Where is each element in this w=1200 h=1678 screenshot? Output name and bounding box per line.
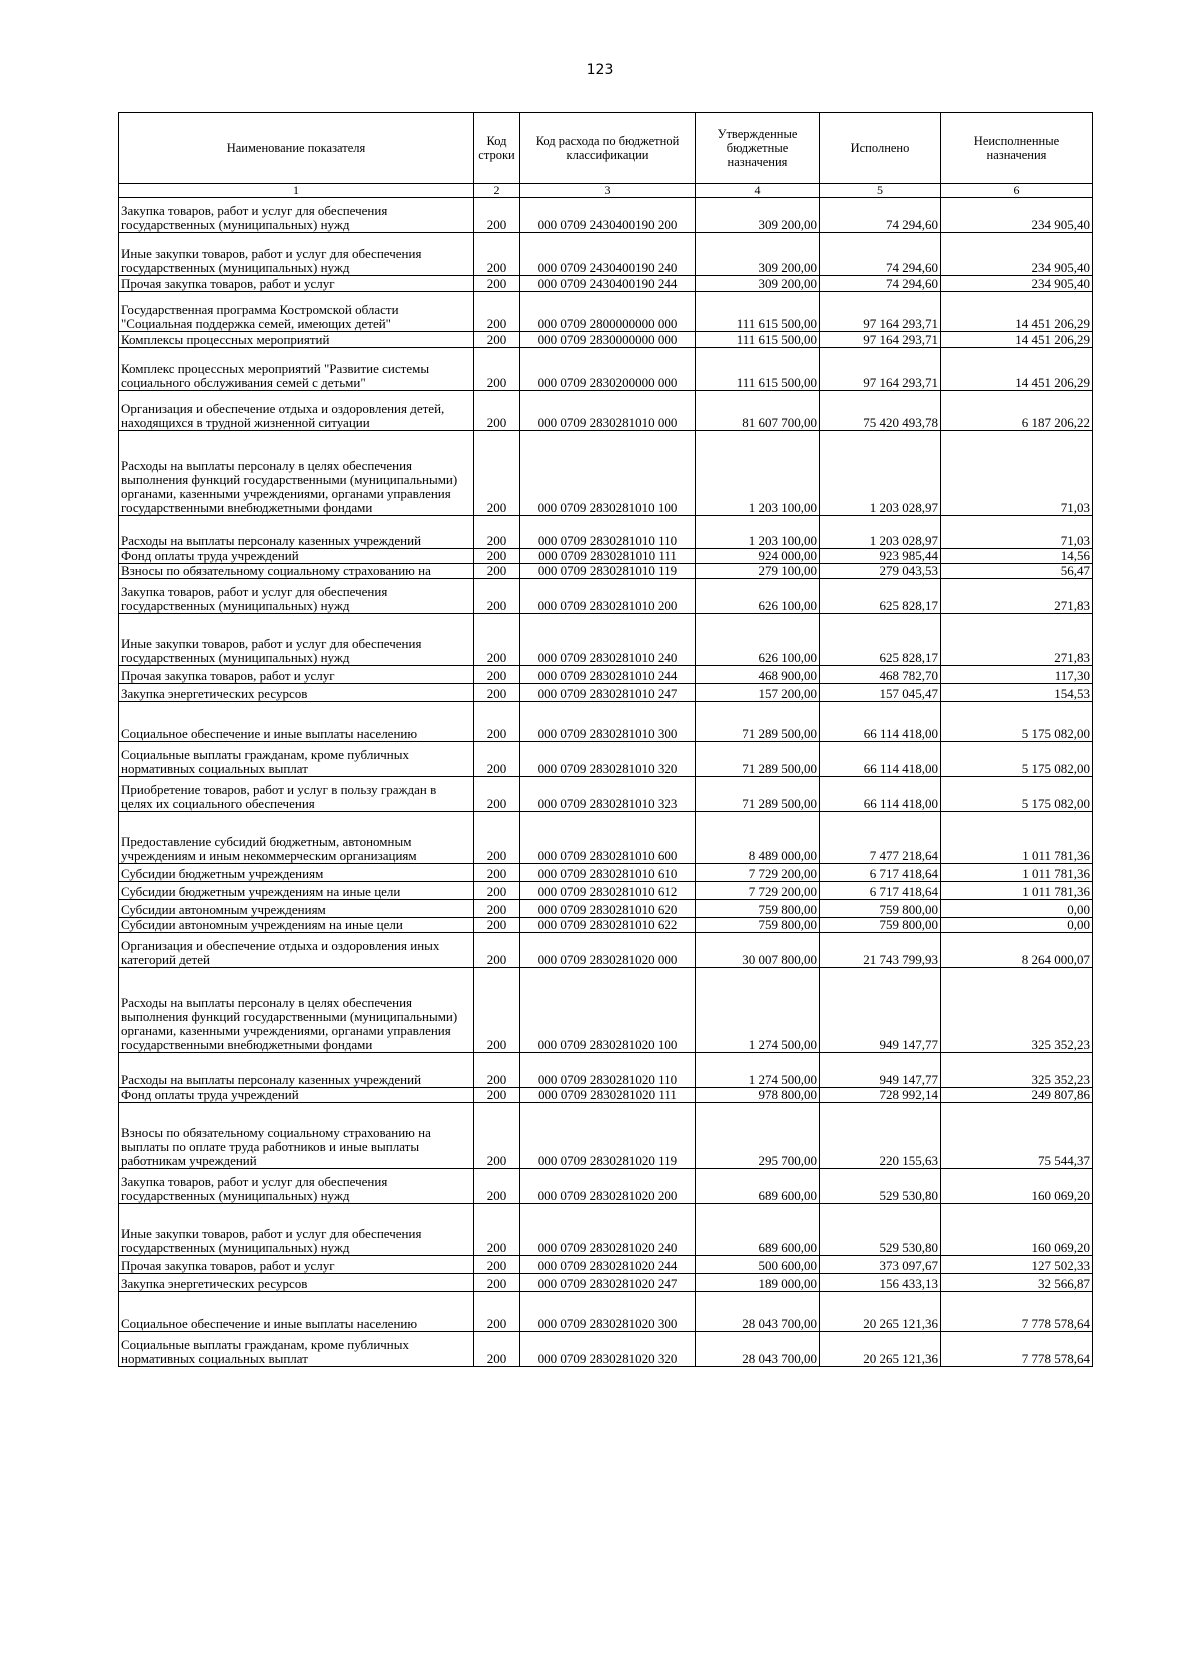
row-line-code: 200 xyxy=(474,882,520,900)
table-row xyxy=(119,1332,1093,1367)
row-line-code: 200 xyxy=(474,579,520,614)
row-executed: 6 717 418,64 xyxy=(820,864,941,882)
row-name: Социальные выплаты гражданам, кроме публичных нормативных социальных выплат xyxy=(119,1332,474,1367)
row-name: Расходы на выплаты персоналу в целях обеспечения выполнения функций государственными (муниципальными) органами, казенными учреждениями, органами управления государственными внебюджетными фондами xyxy=(119,431,474,516)
row-approved: 468 900,00 xyxy=(696,666,820,684)
column-number: 4 xyxy=(696,184,820,198)
row-name: Субсидии автономным учреждениям xyxy=(119,900,474,918)
row-line-code: 200 xyxy=(474,684,520,702)
table-row xyxy=(119,614,1093,666)
row-line-code: 200 xyxy=(474,702,520,742)
row-unexecuted: 234 905,40 xyxy=(941,233,1093,276)
row-unexecuted: 160 069,20 xyxy=(941,1204,1093,1256)
budget-execution-table xyxy=(118,112,1093,1367)
row-unexecuted: 0,00 xyxy=(941,900,1093,918)
row-name: Субсидии бюджетным учреждениям на иные цели xyxy=(119,882,474,900)
row-line-code: 200 xyxy=(474,1103,520,1169)
row-approved: 1 203 100,00 xyxy=(696,516,820,549)
row-approved: 309 200,00 xyxy=(696,276,820,292)
row-name: Социальное обеспечение и иные выплаты населению xyxy=(119,1292,474,1332)
row-classification: 000 0709 2830200000 000 xyxy=(520,348,696,391)
row-name: Расходы на выплаты персоналу в целях обеспечения выполнения функций государственными (муниципальными) органами, казенными учреждениями, органами управления государственными внебюджетными фондами xyxy=(119,968,474,1053)
table-row xyxy=(119,431,1093,516)
row-executed: 923 985,44 xyxy=(820,549,941,564)
row-name: Комплекс процессных мероприятий "Развитие системы социального обслуживания семей с детьми" xyxy=(119,348,474,391)
row-approved: 71 289 500,00 xyxy=(696,777,820,812)
row-name: Расходы на выплаты персоналу казенных учреждений xyxy=(119,1053,474,1088)
row-line-code: 200 xyxy=(474,391,520,431)
header-line-code: Код строки xyxy=(474,113,520,184)
row-classification: 000 0709 2830281010 200 xyxy=(520,579,696,614)
header-indicator-name: Наименование показателя xyxy=(119,113,474,184)
row-classification: 000 0709 2830281010 244 xyxy=(520,666,696,684)
row-executed: 468 782,70 xyxy=(820,666,941,684)
row-unexecuted: 14,56 xyxy=(941,549,1093,564)
row-unexecuted: 14 451 206,29 xyxy=(941,332,1093,348)
table-row xyxy=(119,968,1093,1053)
row-line-code: 200 xyxy=(474,777,520,812)
row-approved: 924 000,00 xyxy=(696,549,820,564)
row-unexecuted: 71,03 xyxy=(941,431,1093,516)
row-line-code: 200 xyxy=(474,812,520,864)
row-name: Иные закупки товаров, работ и услуг для обеспечения государственных (муниципальных) нужд xyxy=(119,1204,474,1256)
row-line-code: 200 xyxy=(474,198,520,233)
row-line-code: 200 xyxy=(474,918,520,933)
row-unexecuted: 271,83 xyxy=(941,579,1093,614)
row-classification: 000 0709 2830281010 323 xyxy=(520,777,696,812)
row-line-code: 200 xyxy=(474,933,520,968)
row-name: Иные закупки товаров, работ и услуг для обеспечения государственных (муниципальных) нужд xyxy=(119,233,474,276)
row-line-code: 200 xyxy=(474,332,520,348)
table-row xyxy=(119,1292,1093,1332)
table-row xyxy=(119,391,1093,431)
row-approved: 1 203 100,00 xyxy=(696,431,820,516)
table-row xyxy=(119,777,1093,812)
row-line-code: 200 xyxy=(474,614,520,666)
row-executed: 625 828,17 xyxy=(820,614,941,666)
row-line-code: 200 xyxy=(474,864,520,882)
column-number: 5 xyxy=(820,184,941,198)
row-executed: 7 477 218,64 xyxy=(820,812,941,864)
row-approved: 1 274 500,00 xyxy=(696,968,820,1053)
row-executed: 97 164 293,71 xyxy=(820,332,941,348)
table-row xyxy=(119,564,1093,579)
row-classification: 000 0709 2830281010 119 xyxy=(520,564,696,579)
column-number: 3 xyxy=(520,184,696,198)
table-row xyxy=(119,918,1093,933)
row-classification: 000 0709 2830281010 622 xyxy=(520,918,696,933)
row-classification: 000 0709 2830281010 612 xyxy=(520,882,696,900)
row-unexecuted: 127 502,33 xyxy=(941,1256,1093,1274)
row-approved: 309 200,00 xyxy=(696,198,820,233)
row-line-code: 200 xyxy=(474,1274,520,1292)
table-row xyxy=(119,1103,1093,1169)
row-line-code: 200 xyxy=(474,666,520,684)
row-name: Закупка товаров, работ и услуг для обеспечения государственных (муниципальных) нужд xyxy=(119,579,474,614)
row-unexecuted: 234 905,40 xyxy=(941,276,1093,292)
row-name: Социальное обеспечение и иные выплаты населению xyxy=(119,702,474,742)
row-executed: 20 265 121,36 xyxy=(820,1292,941,1332)
row-classification: 000 0709 2830281020 100 xyxy=(520,968,696,1053)
row-approved: 7 729 200,00 xyxy=(696,882,820,900)
row-approved: 157 200,00 xyxy=(696,684,820,702)
row-unexecuted: 5 175 082,00 xyxy=(941,702,1093,742)
row-line-code: 200 xyxy=(474,348,520,391)
row-line-code: 200 xyxy=(474,549,520,564)
row-classification: 000 0709 2830281010 000 xyxy=(520,391,696,431)
table-row xyxy=(119,1256,1093,1274)
row-unexecuted: 160 069,20 xyxy=(941,1169,1093,1204)
table-row xyxy=(119,348,1093,391)
table-row xyxy=(119,198,1093,233)
row-classification: 000 0709 2830281020 320 xyxy=(520,1332,696,1367)
row-line-code: 200 xyxy=(474,292,520,332)
row-approved: 295 700,00 xyxy=(696,1103,820,1169)
row-name: Государственная программа Костромской области "Социальная поддержка семей, имеющих детей" xyxy=(119,292,474,332)
row-name: Субсидии автономным учреждениям на иные цели xyxy=(119,918,474,933)
row-name: Организация и обеспечение отдыха и оздоровления детей, находящихся в трудной жизненной ситуации xyxy=(119,391,474,431)
row-classification: 000 0709 2830281010 247 xyxy=(520,684,696,702)
row-approved: 626 100,00 xyxy=(696,614,820,666)
row-classification: 000 0709 2830281020 300 xyxy=(520,1292,696,1332)
row-line-code: 200 xyxy=(474,564,520,579)
row-approved: 689 600,00 xyxy=(696,1204,820,1256)
row-line-code: 200 xyxy=(474,1088,520,1103)
row-line-code: 200 xyxy=(474,1204,520,1256)
row-name: Закупка энергетических ресурсов xyxy=(119,1274,474,1292)
header-budget-classification: Код расхода по бюджетной классификации xyxy=(520,113,696,184)
row-name: Предоставление субсидий бюджетным, автономным учреждениям и иным некоммерческим организациям xyxy=(119,812,474,864)
row-unexecuted: 0,00 xyxy=(941,918,1093,933)
table-row xyxy=(119,1204,1093,1256)
row-classification: 000 0709 2830281020 240 xyxy=(520,1204,696,1256)
table-row xyxy=(119,864,1093,882)
row-approved: 30 007 800,00 xyxy=(696,933,820,968)
row-unexecuted: 117,30 xyxy=(941,666,1093,684)
row-classification: 000 0709 2430400190 244 xyxy=(520,276,696,292)
row-unexecuted: 7 778 578,64 xyxy=(941,1292,1093,1332)
row-name: Социальные выплаты гражданам, кроме публичных нормативных социальных выплат xyxy=(119,742,474,777)
row-approved: 1 274 500,00 xyxy=(696,1053,820,1088)
row-unexecuted: 8 264 000,07 xyxy=(941,933,1093,968)
row-classification: 000 0709 2830281020 119 xyxy=(520,1103,696,1169)
table-row xyxy=(119,516,1093,549)
row-unexecuted: 7 778 578,64 xyxy=(941,1332,1093,1367)
column-number: 6 xyxy=(941,184,1093,198)
row-approved: 111 615 500,00 xyxy=(696,348,820,391)
row-approved: 28 043 700,00 xyxy=(696,1332,820,1367)
table-row xyxy=(119,332,1093,348)
row-classification: 000 0709 2830281010 620 xyxy=(520,900,696,918)
row-unexecuted: 75 544,37 xyxy=(941,1103,1093,1169)
header-executed: Исполнено xyxy=(820,113,941,184)
row-executed: 66 114 418,00 xyxy=(820,742,941,777)
row-executed: 949 147,77 xyxy=(820,1053,941,1088)
row-line-code: 200 xyxy=(474,1256,520,1274)
row-approved: 626 100,00 xyxy=(696,579,820,614)
row-classification: 000 0709 2830281010 610 xyxy=(520,864,696,882)
column-number: 2 xyxy=(474,184,520,198)
row-executed: 529 530,80 xyxy=(820,1169,941,1204)
row-executed: 66 114 418,00 xyxy=(820,777,941,812)
row-line-code: 200 xyxy=(474,1053,520,1088)
row-name: Иные закупки товаров, работ и услуг для обеспечения государственных (муниципальных) нужд xyxy=(119,614,474,666)
row-name: Организация и обеспечение отдыха и оздоровления иных категорий детей xyxy=(119,933,474,968)
row-line-code: 200 xyxy=(474,431,520,516)
table-row xyxy=(119,666,1093,684)
row-line-code: 200 xyxy=(474,1169,520,1204)
row-executed: 728 992,14 xyxy=(820,1088,941,1103)
row-unexecuted: 5 175 082,00 xyxy=(941,777,1093,812)
row-classification: 000 0709 2830281020 000 xyxy=(520,933,696,968)
row-approved: 689 600,00 xyxy=(696,1169,820,1204)
row-name: Фонд оплаты труда учреждений xyxy=(119,1088,474,1103)
row-executed: 529 530,80 xyxy=(820,1204,941,1256)
row-name: Прочая закупка товаров, работ и услуг xyxy=(119,1256,474,1274)
row-unexecuted: 325 352,23 xyxy=(941,968,1093,1053)
row-unexecuted: 154,53 xyxy=(941,684,1093,702)
row-executed: 949 147,77 xyxy=(820,968,941,1053)
row-executed: 156 433,13 xyxy=(820,1274,941,1292)
table-row xyxy=(119,900,1093,918)
row-classification: 000 0709 2830281010 100 xyxy=(520,431,696,516)
table-row xyxy=(119,702,1093,742)
row-approved: 189 000,00 xyxy=(696,1274,820,1292)
row-approved: 759 800,00 xyxy=(696,900,820,918)
row-line-code: 200 xyxy=(474,900,520,918)
row-executed: 1 203 028,97 xyxy=(820,431,941,516)
table-row xyxy=(119,1274,1093,1292)
page-number: 123 xyxy=(586,62,614,78)
table-row xyxy=(119,292,1093,332)
row-classification: 000 0709 2830281020 244 xyxy=(520,1256,696,1274)
row-unexecuted: 1 011 781,36 xyxy=(941,882,1093,900)
row-unexecuted: 1 011 781,36 xyxy=(941,864,1093,882)
row-classification: 000 0709 2830281010 240 xyxy=(520,614,696,666)
row-executed: 373 097,67 xyxy=(820,1256,941,1274)
row-approved: 7 729 200,00 xyxy=(696,864,820,882)
row-classification: 000 0709 2830281010 300 xyxy=(520,702,696,742)
row-approved: 8 489 000,00 xyxy=(696,812,820,864)
row-approved: 759 800,00 xyxy=(696,918,820,933)
row-classification: 000 0709 2830281010 320 xyxy=(520,742,696,777)
row-executed: 21 743 799,93 xyxy=(820,933,941,968)
row-classification: 000 0709 2830000000 000 xyxy=(520,332,696,348)
row-approved: 978 800,00 xyxy=(696,1088,820,1103)
row-executed: 20 265 121,36 xyxy=(820,1332,941,1367)
row-line-code: 200 xyxy=(474,968,520,1053)
row-unexecuted: 249 807,86 xyxy=(941,1088,1093,1103)
row-unexecuted: 271,83 xyxy=(941,614,1093,666)
row-name: Комплексы процессных мероприятий xyxy=(119,332,474,348)
table-header-row xyxy=(119,113,1093,184)
table-row xyxy=(119,1169,1093,1204)
row-executed: 759 800,00 xyxy=(820,918,941,933)
row-unexecuted: 14 451 206,29 xyxy=(941,348,1093,391)
row-unexecuted: 6 187 206,22 xyxy=(941,391,1093,431)
row-classification: 000 0709 2830281020 111 xyxy=(520,1088,696,1103)
row-name: Расходы на выплаты персоналу казенных учреждений xyxy=(119,516,474,549)
row-executed: 66 114 418,00 xyxy=(820,702,941,742)
row-name: Фонд оплаты труда учреждений xyxy=(119,549,474,564)
row-executed: 1 203 028,97 xyxy=(820,516,941,549)
row-name: Закупка энергетических ресурсов xyxy=(119,684,474,702)
row-executed: 279 043,53 xyxy=(820,564,941,579)
table-row xyxy=(119,276,1093,292)
row-unexecuted: 14 451 206,29 xyxy=(941,292,1093,332)
table-row xyxy=(119,1053,1093,1088)
row-executed: 74 294,60 xyxy=(820,233,941,276)
row-approved: 111 615 500,00 xyxy=(696,292,820,332)
table-row xyxy=(119,882,1093,900)
table-row xyxy=(119,549,1093,564)
row-approved: 111 615 500,00 xyxy=(696,332,820,348)
row-classification: 000 0709 2800000000 000 xyxy=(520,292,696,332)
row-executed: 74 294,60 xyxy=(820,198,941,233)
row-unexecuted: 71,03 xyxy=(941,516,1093,549)
row-name: Закупка товаров, работ и услуг для обеспечения государственных (муниципальных) нужд xyxy=(119,1169,474,1204)
row-unexecuted: 5 175 082,00 xyxy=(941,742,1093,777)
row-line-code: 200 xyxy=(474,1292,520,1332)
row-approved: 81 607 700,00 xyxy=(696,391,820,431)
row-classification: 000 0709 2830281010 111 xyxy=(520,549,696,564)
table-row xyxy=(119,684,1093,702)
row-name: Закупка товаров, работ и услуг для обеспечения государственных (муниципальных) нужд xyxy=(119,198,474,233)
row-line-code: 200 xyxy=(474,276,520,292)
row-name: Приобретение товаров, работ и услуг в пользу граждан в целях их социального обеспечения xyxy=(119,777,474,812)
row-approved: 309 200,00 xyxy=(696,233,820,276)
row-classification: 000 0709 2830281020 247 xyxy=(520,1274,696,1292)
table-row xyxy=(119,742,1093,777)
row-classification: 000 0709 2430400190 240 xyxy=(520,233,696,276)
row-unexecuted: 56,47 xyxy=(941,564,1093,579)
row-unexecuted: 32 566,87 xyxy=(941,1274,1093,1292)
row-name: Субсидии бюджетным учреждениям xyxy=(119,864,474,882)
table-row xyxy=(119,933,1093,968)
row-executed: 759 800,00 xyxy=(820,900,941,918)
row-name: Прочая закупка товаров, работ и услуг xyxy=(119,666,474,684)
row-approved: 500 600,00 xyxy=(696,1256,820,1274)
column-number: 1 xyxy=(119,184,474,198)
row-line-code: 200 xyxy=(474,233,520,276)
row-executed: 75 420 493,78 xyxy=(820,391,941,431)
row-executed: 220 155,63 xyxy=(820,1103,941,1169)
table-row xyxy=(119,579,1093,614)
row-approved: 71 289 500,00 xyxy=(696,702,820,742)
row-classification: 000 0709 2830281010 110 xyxy=(520,516,696,549)
table-row xyxy=(119,812,1093,864)
row-name: Прочая закупка товаров, работ и услуг xyxy=(119,276,474,292)
row-classification: 000 0709 2830281020 200 xyxy=(520,1169,696,1204)
row-executed: 6 717 418,64 xyxy=(820,882,941,900)
row-executed: 97 164 293,71 xyxy=(820,292,941,332)
row-name: Взносы по обязательному социальному страхованию на xyxy=(119,564,474,579)
row-approved: 28 043 700,00 xyxy=(696,1292,820,1332)
row-line-code: 200 xyxy=(474,742,520,777)
row-classification: 000 0709 2430400190 200 xyxy=(520,198,696,233)
row-line-code: 200 xyxy=(474,516,520,549)
column-number-row xyxy=(119,184,1093,198)
row-classification: 000 0709 2830281010 600 xyxy=(520,812,696,864)
row-executed: 97 164 293,71 xyxy=(820,348,941,391)
row-approved: 279 100,00 xyxy=(696,564,820,579)
row-approved: 71 289 500,00 xyxy=(696,742,820,777)
row-unexecuted: 234 905,40 xyxy=(941,198,1093,233)
row-line-code: 200 xyxy=(474,1332,520,1367)
row-executed: 157 045,47 xyxy=(820,684,941,702)
row-executed: 74 294,60 xyxy=(820,276,941,292)
row-classification: 000 0709 2830281020 110 xyxy=(520,1053,696,1088)
row-unexecuted: 1 011 781,36 xyxy=(941,812,1093,864)
row-name: Взносы по обязательному социальному страхованию на выплаты по оплате труда работников и иные выплаты работникам учреждений xyxy=(119,1103,474,1169)
table-row xyxy=(119,1088,1093,1103)
table-row xyxy=(119,233,1093,276)
row-unexecuted: 325 352,23 xyxy=(941,1053,1093,1088)
header-approved: Утвержденные бюджетные назначения xyxy=(696,113,820,184)
row-executed: 625 828,17 xyxy=(820,579,941,614)
header-unexecuted: Неисполненные назначения xyxy=(941,113,1093,184)
